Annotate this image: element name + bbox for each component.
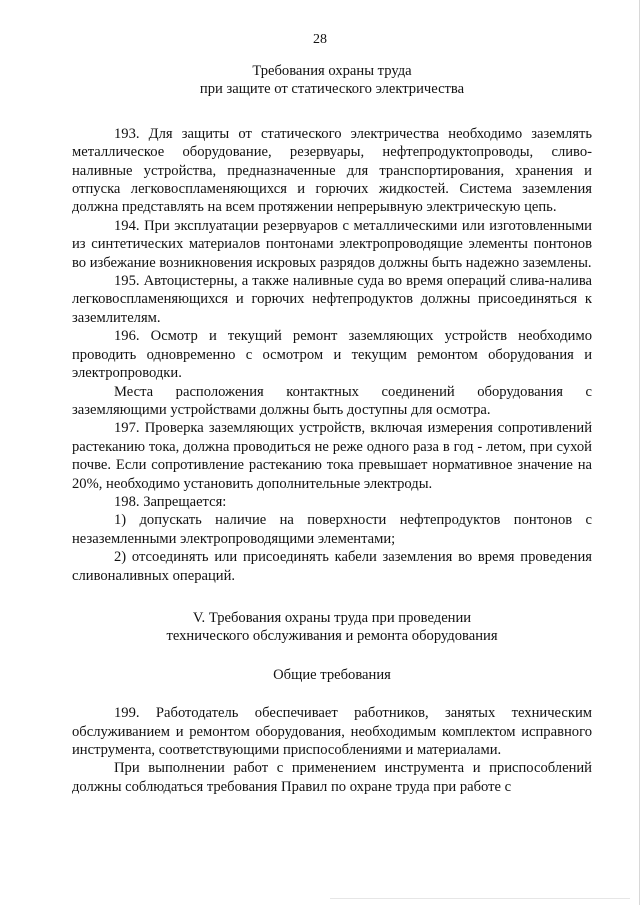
paragraph-199-tools: При выполнении работ с применением инструмента и приспособлений должны соблюдаться требования Правил по охране труда при работе с — [72, 760, 592, 795]
paragraph-198: 198. Запрещается: — [114, 493, 227, 510]
spacer — [72, 646, 592, 666]
spacer — [72, 684, 592, 704]
paragraph-199: 199. Работодатель обеспечивает работников, занятых техническим обслуживанием и ремонтом оборудования, необходимым комплектом исправного инструмента, соответствующими приспособлениями и материалами. — [72, 705, 592, 758]
page-number: 28 — [313, 32, 327, 47]
chapter-title-line-2: технического обслуживания и ремонта оборудования — [166, 628, 498, 645]
paragraph-195: 195. Автоцистерны, а также наливные суда во время операций слива-налива легковоспламеняющихся и горючих нефтепродуктов должны присоединяться к заземлителям. — [72, 273, 592, 326]
paragraph-196: 196. Осмотр и текущий ремонт заземляющих устройств необходимо проводить одновременно с осмотром и текущим ремонтом оборудования и электропроводки. — [72, 328, 592, 382]
spacer — [72, 585, 592, 609]
paragraph-196-contacts: Места расположения контактных соединений оборудования с заземляющими устройствами должны быть доступны для осмотра. — [72, 383, 592, 418]
section-title-line-1: Требования охраны труда — [252, 63, 412, 79]
section-title-line-2: при защите от статического электричества — [199, 81, 465, 98]
document-body — [72, 62, 592, 796]
paragraph-197: 197. Проверка заземляющих устройств, включая измерения сопротивлений растеканию тока, должна проводиться не реже одного раза в год - летом, при сухой почве. Если сопротивление растеканию тока превышает нормативное значение на 20%, необходимо установить дополнительные электроды. — [72, 420, 592, 492]
paragraph-193: 193. Для защиты от статического электричества необходимо заземлять металлическое оборудование, резервуары, нефтепродуктопроводы, сливо-наливные устройства, предназначенные для транспортирования, хранения и отпуска легковоспламеняющихся и горючих жидкостей. Система заземления должна представлять на всем протяжении непрерывную электрическую цепь. — [72, 125, 592, 216]
paragraph-194: 194. При эксплуатации резервуаров с металлическими или изготовленными из синтетических материалов понтонами электропроводящие элементы понтонов во избежание возникновения искровых разрядов должны быть надежно заземлены. — [72, 217, 592, 271]
scan-edge-line — [330, 898, 630, 899]
subsection-title: Общие требования — [273, 666, 391, 683]
chapter-title-line-1: V. Требования охраны труда при проведении — [192, 609, 472, 626]
paragraph-198-item-2: 2) отсоединять или присоединять кабели заземления во время проведения сливоналивных операций. — [72, 549, 592, 584]
paragraph-198-item-1: 1) допускать наличие на поверхности нефтепродуктов понтонов с незаземленными электропроводящими элементами; — [72, 512, 592, 547]
section-static-electricity-heading — [72, 62, 592, 99]
section-maintenance-heading — [72, 609, 592, 646]
